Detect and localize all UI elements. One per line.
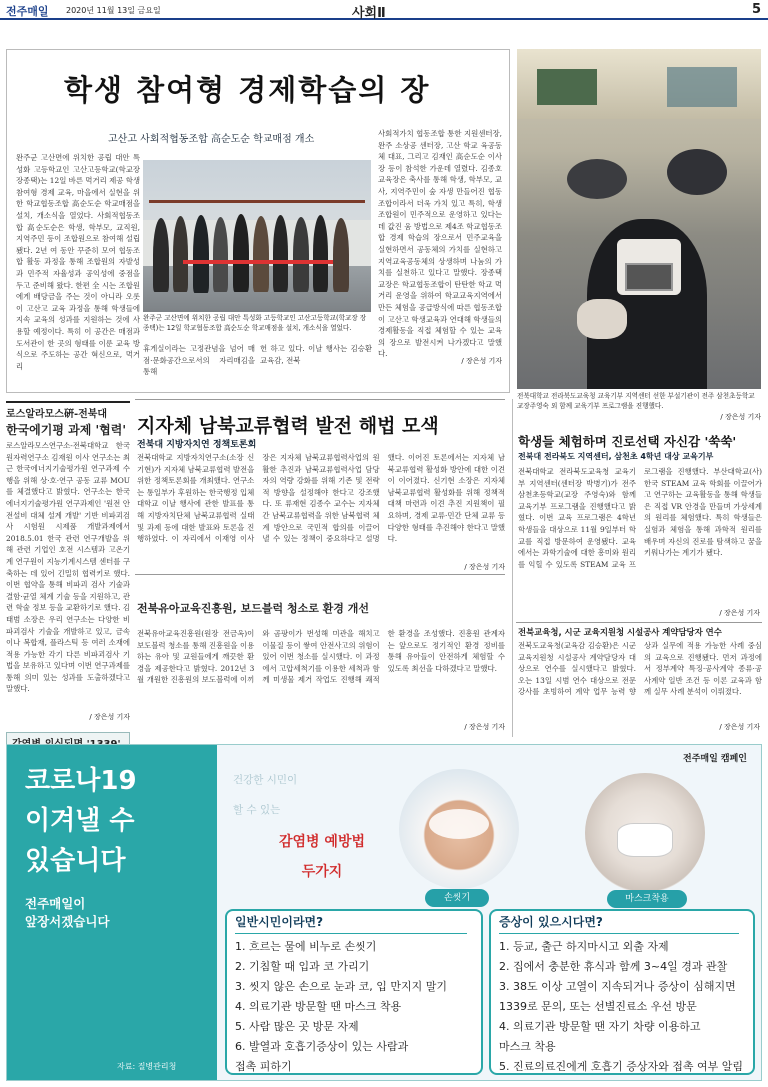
general-public-title: 일반시민이라면? — [235, 915, 324, 929]
ad-left-subtitle: 전주매일이 앞장서겠습니다 — [25, 896, 110, 929]
story-3-rule — [135, 399, 505, 400]
story-1-col2: 사회적가치 협동조합 통한 지원센터장, 완주 소상공 센터장, 고산 학교 육공동체 대표, 그리고 김재인 高순도순 이사장 등이 참석한 가운데 열렸다. 김종호 교육장은 축사를 통해 학생, 학부모, 교사, 지역주민이 숲 자생 만들어진 협동조합이라서 더욱 가치 있고 특히, 학생 조합원이 민주적으로 운영하고 있다는 데 값진 움 방법으로 제4조 학교협동조합 경제 학습의 장으로서 민주교육을 실현하면서 공동체의 가치를 실현하고 지역교육공동체의 상생하며 나눔의 가치를 실천하고 있다고 말했다. 장종택 교장은 학교협동조합이 탄탄한 학교 먹거리 운영을 위하여 학교교육지역에서 만든 체험을 공급방식에 따른 협동조합이 고산고 학생교육과 연대해 학생들의 경제활동을 직접 체험할 수 있는 교육의 장으로 발전시켜 나가겠다고 말했다. — [378, 129, 502, 359]
general-public-list: 1. 흐르는 물에 비누로 손씻기 2. 기침할 때 입과 코 가리기 3. 씻지 않은 손으로 눈과 코, 입 만지지 말기 4. 의료기관 방문할 땐 마스크 착용 5. 사람 많은 곳 방문 자제 6. 발열과 호흡기증상이 있는 사람과 접촉 피하기 — [235, 940, 447, 1073]
story-3-title: 지자체 남북교류협력 발전 해법 모색 — [137, 415, 439, 437]
story-5-title: 전북유아교육진흥원, 보드블럭 청소로 환경 개선 — [137, 602, 370, 615]
story-1-subtitle: 고산고 사회적협동조합 高순도순 학교매점 개소 — [108, 134, 315, 145]
classroom-caption: 전북대학교 전라북도교육청 교육기부 지역센터 선한 부설기관이 전주 삼천초등학교 교장주영숙 외 함께 교육기부 프로그램을 진행했다. — [517, 392, 755, 410]
section-name: 사회Ⅱ — [352, 6, 386, 21]
story-1-col1: 완주군 고산면에 위치한 공립 대안 특성화 고등학교인 고산고등학교(학교장 장종택)는 12일 바른 먹거리 제공 학생 참여형 경제 교육, 마을에서 실현을 위한 학교협동조합 高순도순 학교매점을 설치, 개소식을 열었다. 사회적협동조합 高순도순은 학생, 학부모, 교직원, 지역주민 등이 조합원으로 참여해 설립됐다. 2년 여 동안 꾸준히 모여 협동조합 활동 과정을 통해 조합원의 자발성과 민주적 자율성과 공익성에 중점을 두고 준비해 왔다. 한편 全 시는 조합원에게 배당금을 주는 것이 아니라 오롯이 고산고 교육 과정을 통해 학생들에 지속 교육의 성과를 지원하는 것에 사용할 예정이다. 특히 이 공간은 매점과 도서관이 한 곳의 형태를 이룬 교육 방식으로 주도하는 공간 혁신으로, 먹거리 — [16, 153, 140, 371]
handwash-icon — [399, 769, 519, 889]
story-3-subtitle: 전북대 지방자치연 정책토론회 — [137, 440, 257, 450]
story-4-body: 전북대학교 전라북도교육청 교육기부 지역센터(센터장 박병기)가 전주삼천초등학교(교장 주영숙)와 함께 교육기부 프로그램을 진행했다고 밝혔다. 이번 교육 프로그램은 4학년 학생들을 대상으로 11월 9일부터 학교를 직접 방문하여 운영됐다. 교육에서는 과학기술에 대한 흥미와 원리를 익힐 수 있도록 STEAM 교육 프로그램을 진행했다. 부산대학교(사)한국 STEAM 교육 학회를 이끌어가고 연구하는 교육활동을 통해 학생들은 직접 VR 안경을 만들며 가상세계의 원리를 체험했다. 특히 학생들은 실험과 체험을 통해 과학적 원리를 배우며 자신의 진로를 탐색하고 꿈을 키워나가는 계기가 됐다. — [518, 467, 762, 569]
story-1-credit: / 장은성 기자 — [461, 357, 502, 365]
story-1-col1b: 휴게실이라는 고정관념을 넘어 매점·문화공간으로서의 자리매김을 통해 — [143, 344, 255, 377]
ad-campaign-label: 전주매일 캠페인 — [683, 754, 747, 764]
story-3-body: 전북대학교 지방자치연구소(소장 신기현)가 지자체 남북교류협력 발전을 위한 정책토론회를 개최했다. 연구소는 통일부가 후원하는 한국행정 입체 대학교 이날 행사에 관한 발표를 통해 지방자치단체 남북교류협력 실태 및 과제 등에 대한 발표와 토론을 진행하였다. 이 자리에서 이재영 이사장은 지자체 남북교류협력사업의 원활한 추진과 남북교류협력사업 담당자의 역량 강화를 위해 기존 및 전략적 방향을 설정해야 한다고 강조했다. 또 류재현 김종수 교수는 지자체 간 남북교류협력을 위한 남북협력 체계 방안으로 국민적 합의를 이끌어 낼 수 있는 정책이 중요하다고 설명했다. 이어진 토론에서는 지자체 남북교류협력 활성화 방안에 대한 이견이 이어졌다. 신기현 소장은 지자체 남북교류협력 활성화를 위해 정책적 대책 마련과 이견 추진 지원책이 필요하며, 경제 교류·민간 단체 교류 등 다양한 형태를 추진해야 한다고 말했다. — [137, 453, 505, 544]
issue-date: 2020년 11월 13일 금요일 — [66, 6, 161, 15]
story-4-subtitle: 전북대 전라북도 지역센터, 삼천초 4학년 대상 교육기부 — [518, 452, 714, 461]
classroom-photo — [517, 49, 761, 389]
ad-left-title: 코로나19 이겨낼 수 있습니다 — [25, 766, 137, 876]
story-6-title: 전북교육청, 시군 교육지원청 시설공사 계약담당자 연수 — [518, 627, 722, 637]
campaign-ad — [6, 744, 762, 1081]
story-1-title: 학생 참여형 경제학습의 장 — [64, 73, 431, 107]
symptoms-title: 증상이 있으시다면? — [499, 915, 603, 929]
story-4-credit: / 장은성 기자 — [719, 609, 760, 617]
story-5-body: 전북유아교육진흥원(원장 전금옥)이 보도블럭 청소를 통해 진흥원을 이용하는 유아 및 교원들에게 깨끗한 환경을 제공한다고 밝혔다. 2012년 3월 개원한 진흥원의 보도블럭에 이끼와 곰팡이가 번성해 미관을 해치고 이물질 등이 쌓여 안전사고의 위험이 있어 이번 청소를 실시했다. 이 과정에서 고압세척기를 이용한 세척과 함께 미생물 제거 작업도 진행해 쾌적한 환경을 조성했다. 진흥원 관계자는 앞으로도 정기적인 환경 정비를 통해 유아들이 안전하게 체험할 수 있도록 최선을 다하겠다고 말했다. — [137, 629, 505, 685]
ad-source: 자료: 질병관리청 — [117, 1062, 177, 1071]
ad-intro: 건강한 시민이 할 수 있는 — [233, 774, 298, 816]
column-divider — [512, 399, 513, 737]
story-2-credit: / 장은성 기자 — [89, 713, 130, 721]
ad-left-panel — [7, 745, 217, 1080]
story-2-rule — [6, 401, 130, 403]
story-2-body: 로스알라모스연구소-전북대학교 한국원자력연구소 김재원 이사 연구소는 최근 한국에너지기술평가원 연구과제 수행을 위해 상·호·연구 공동 교류 MOU를 체결했다고 밝혔다. 연구소는 한국에너지기술평가원 연구과제인 '원전 안전설비 대체 설계 개발' 기반 비파괴검사 시험원 시제품 개발과제에서 2018.5.01 한국 관련 연구개발을 위해 관련 기업인 호전 시스템과 고온기계 연구원이 지능기계시스템 센터를 구축하는 데 있어 긴밀히 협력키로 했다. 이번 협약을 통해 비파괴 검사 기술과 결함·균열 체계 기술 등을 지원하고, 관련 학술 정보 등을 교환하기로 했다. 김태범 소장은 우리 연구소는 다양한 비파괴검사 기술을 개발하고 있고, 금속이나 복합재, 플라스틱 등 여러 소재에 적용 가능한 각기 다른 비파괴검사 기법을 보유하고 있다며 이번 연구과제를 통해 의미 있는 성과를 도출하겠다고 말했다. — [6, 441, 130, 694]
story-6-rule — [516, 622, 762, 623]
story-2-kicker: 로스알라모스硏-전북대 — [6, 409, 108, 420]
story-1-photo — [143, 160, 371, 312]
symptoms-list: 1. 등교, 출근 하지마시고 외출 자제 2. 집에서 충분한 휴식과 함께 3~4일 경과 관찰 3. 38도 이상 고열이 지속되거나 증상이 심해지면 1339로 문의, 또는 선별진료소 우선 방문 4. 의료기관 방문할 땐 자기 차량 이용하고 마스크 착용 5. 진료의료진에게 호흡기 증상자와 접촉 여부 알림 — [499, 940, 743, 1073]
symptoms-box — [489, 909, 755, 1075]
general-public-box — [225, 909, 483, 1075]
story-1-col1c: 헌 하고 있다. 이날 행사는 김승환 교육감, 전북 — [260, 344, 372, 365]
story-6-body: 전북도교육청(교육감 김승환)은 시군 교육지원청 시설공사 계약담당자 대상으로 연수를 실시했다고 밝혔다. 오는 13일 시범 연수 대상으로 전문 강사를 초빙하여 계약 업무 능력 향상과 실무에 적용 가능한 사례 중심의 교육으로 진행됐다. 먼저 과정에서 정부계약 특징·공사계약 종류·공사계약 일반 조건 등 이론 교육과 함께 실무 사례 분석이 이뤄졌다. — [518, 641, 762, 697]
story-2-title: 한국에기평 과제 '협력' — [6, 423, 127, 437]
ad-headline: 감염병 예방법 두가지 — [278, 834, 366, 880]
page-header — [0, 0, 768, 20]
tag-handwash: 손씻기 — [425, 889, 489, 907]
story-6-credit: / 장은성 기자 — [719, 723, 760, 731]
masthead: 전주매일 — [6, 5, 49, 18]
tag-mask: 마스크착용 — [607, 890, 687, 908]
story-4-title: 학생들 체험하며 진로선택 자신감 '쑥쑥' — [518, 434, 737, 449]
classroom-credit: / 장은성 기자 — [720, 413, 761, 421]
story-5-rule — [135, 574, 505, 575]
mask-icon — [585, 773, 705, 893]
story-5-credit: / 장은성 기자 — [464, 723, 505, 731]
story-1-caption: 완주군 고산면에 위치한 공립 대안 특성화 고등학교인 고산고등학교(학교장 장종택)는 12일 학교협동조합 高순도순 학교매점을 설치, 개소식을 열었다. — [143, 314, 367, 332]
story-3-credit: / 장은성 기자 — [464, 563, 505, 571]
page-number: 5 — [752, 2, 762, 17]
